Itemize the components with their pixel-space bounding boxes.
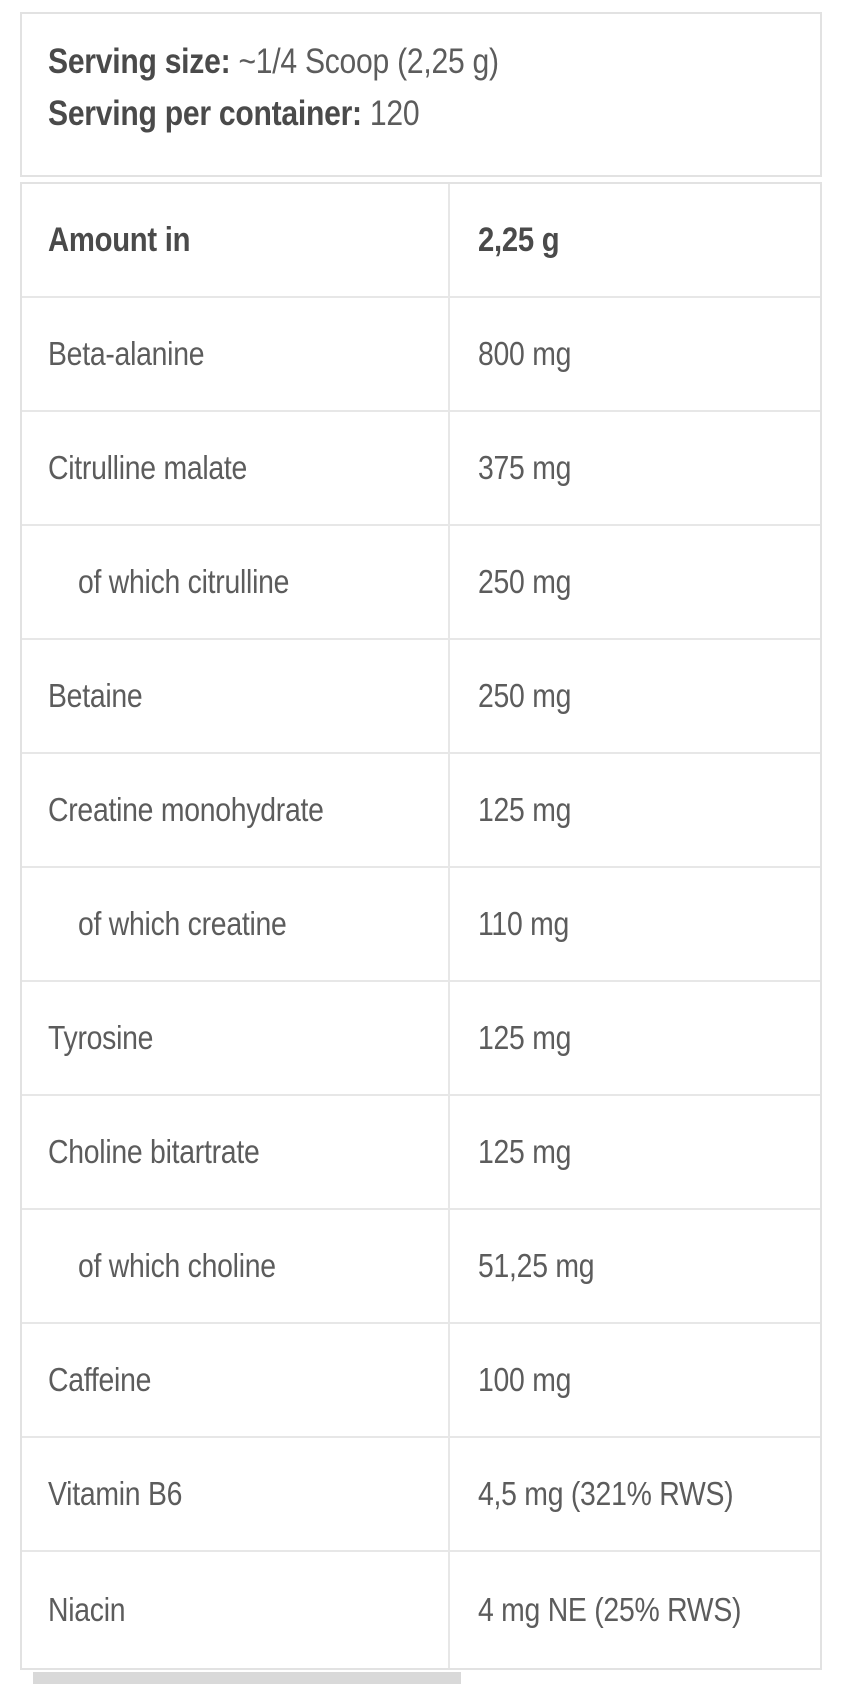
table-row [22,754,820,868]
ingredient-amount: 125 mg [478,1019,572,1056]
ingredient-name: Vitamin B6 [48,1475,183,1512]
ingredient-amount-cell [450,1324,820,1436]
ingredient-amount-cell [450,526,820,638]
ingredient-amount: 125 mg [478,791,572,828]
ingredient-amount-cell [450,298,820,410]
ingredient-name-cell [22,754,450,866]
name-column-header: Amount in [48,220,191,259]
ingredient-amount-cell [450,412,820,524]
ingredient-name-cell [22,1552,450,1668]
ingredient-amount: 110 mg [478,905,570,942]
serving-size-value: ~1/4 Scoop (2,25 g) [238,41,499,81]
ingredient-amount-cell [450,1096,820,1208]
serving-size-label: Serving size: [48,41,231,81]
table-row [22,526,820,640]
amount-column-header: 2,25 g [478,220,560,259]
ingredient-name-cell [22,1438,450,1550]
serving-size-line [48,40,820,84]
servings-per-container-value: 120 [369,93,420,133]
ingredient-name: of which citrulline [78,563,290,600]
table-row [22,1324,820,1438]
ingredient-name-cell [22,982,450,1094]
ingredient-name-cell [22,1324,450,1436]
ingredient-amount: 250 mg [478,563,572,600]
ingredient-name-cell [22,412,450,524]
ingredient-name-cell [22,640,450,752]
name-column-header-cell [22,184,450,296]
table-row [22,298,820,412]
ingredient-amount-cell [450,868,820,980]
ingredient-amount: 4 mg NE (25% RWS) [478,1591,742,1628]
ingredient-name-cell [22,526,450,638]
ingredient-amount: 100 mg [478,1361,572,1398]
ingredient-name: Betaine [48,677,143,714]
table-row [22,1438,820,1552]
servings-per-container-label: Serving per container: [48,93,362,133]
ingredient-name: Choline bitartrate [48,1133,260,1170]
table-header-row [22,184,820,298]
ingredient-name-cell [22,298,450,410]
table-row [22,982,820,1096]
ingredient-name-cell [22,1210,450,1322]
servings-per-container-line [48,92,820,136]
ingredient-amount-cell [450,1210,820,1322]
ingredient-name: Citrulline malate [48,449,248,486]
nutrition-table [20,182,822,1670]
table-row [22,868,820,982]
ingredient-name-cell [22,868,450,980]
ingredient-name: Tyrosine [48,1019,154,1056]
table-row [22,1096,820,1210]
ingredient-amount-cell [450,754,820,866]
ingredient-amount: 800 mg [478,335,572,372]
ingredient-name: of which choline [78,1247,276,1284]
ingredient-name: Niacin [48,1591,126,1628]
bottom-edge-decoration [33,1672,461,1684]
ingredient-amount: 125 mg [478,1133,572,1170]
ingredient-name-cell [22,1096,450,1208]
serving-info-box [20,12,822,177]
table-row [22,640,820,754]
ingredient-amount-cell [450,982,820,1094]
ingredient-amount: 250 mg [478,677,572,714]
table-row [22,1210,820,1324]
ingredient-amount: 51,25 mg [478,1247,595,1284]
ingredient-name: Creatine monohydrate [48,791,324,828]
ingredient-amount: 375 mg [478,449,572,486]
table-row [22,1552,820,1668]
ingredient-amount-cell [450,1552,820,1668]
ingredient-amount-cell [450,1438,820,1550]
amount-column-header-cell [450,184,820,296]
ingredient-name: of which creatine [78,905,287,942]
ingredient-amount: 4,5 mg (321% RWS) [478,1475,734,1512]
ingredient-name: Caffeine [48,1361,152,1398]
ingredient-name: Beta-alanine [48,335,205,372]
ingredient-amount-cell [450,640,820,752]
table-row [22,412,820,526]
